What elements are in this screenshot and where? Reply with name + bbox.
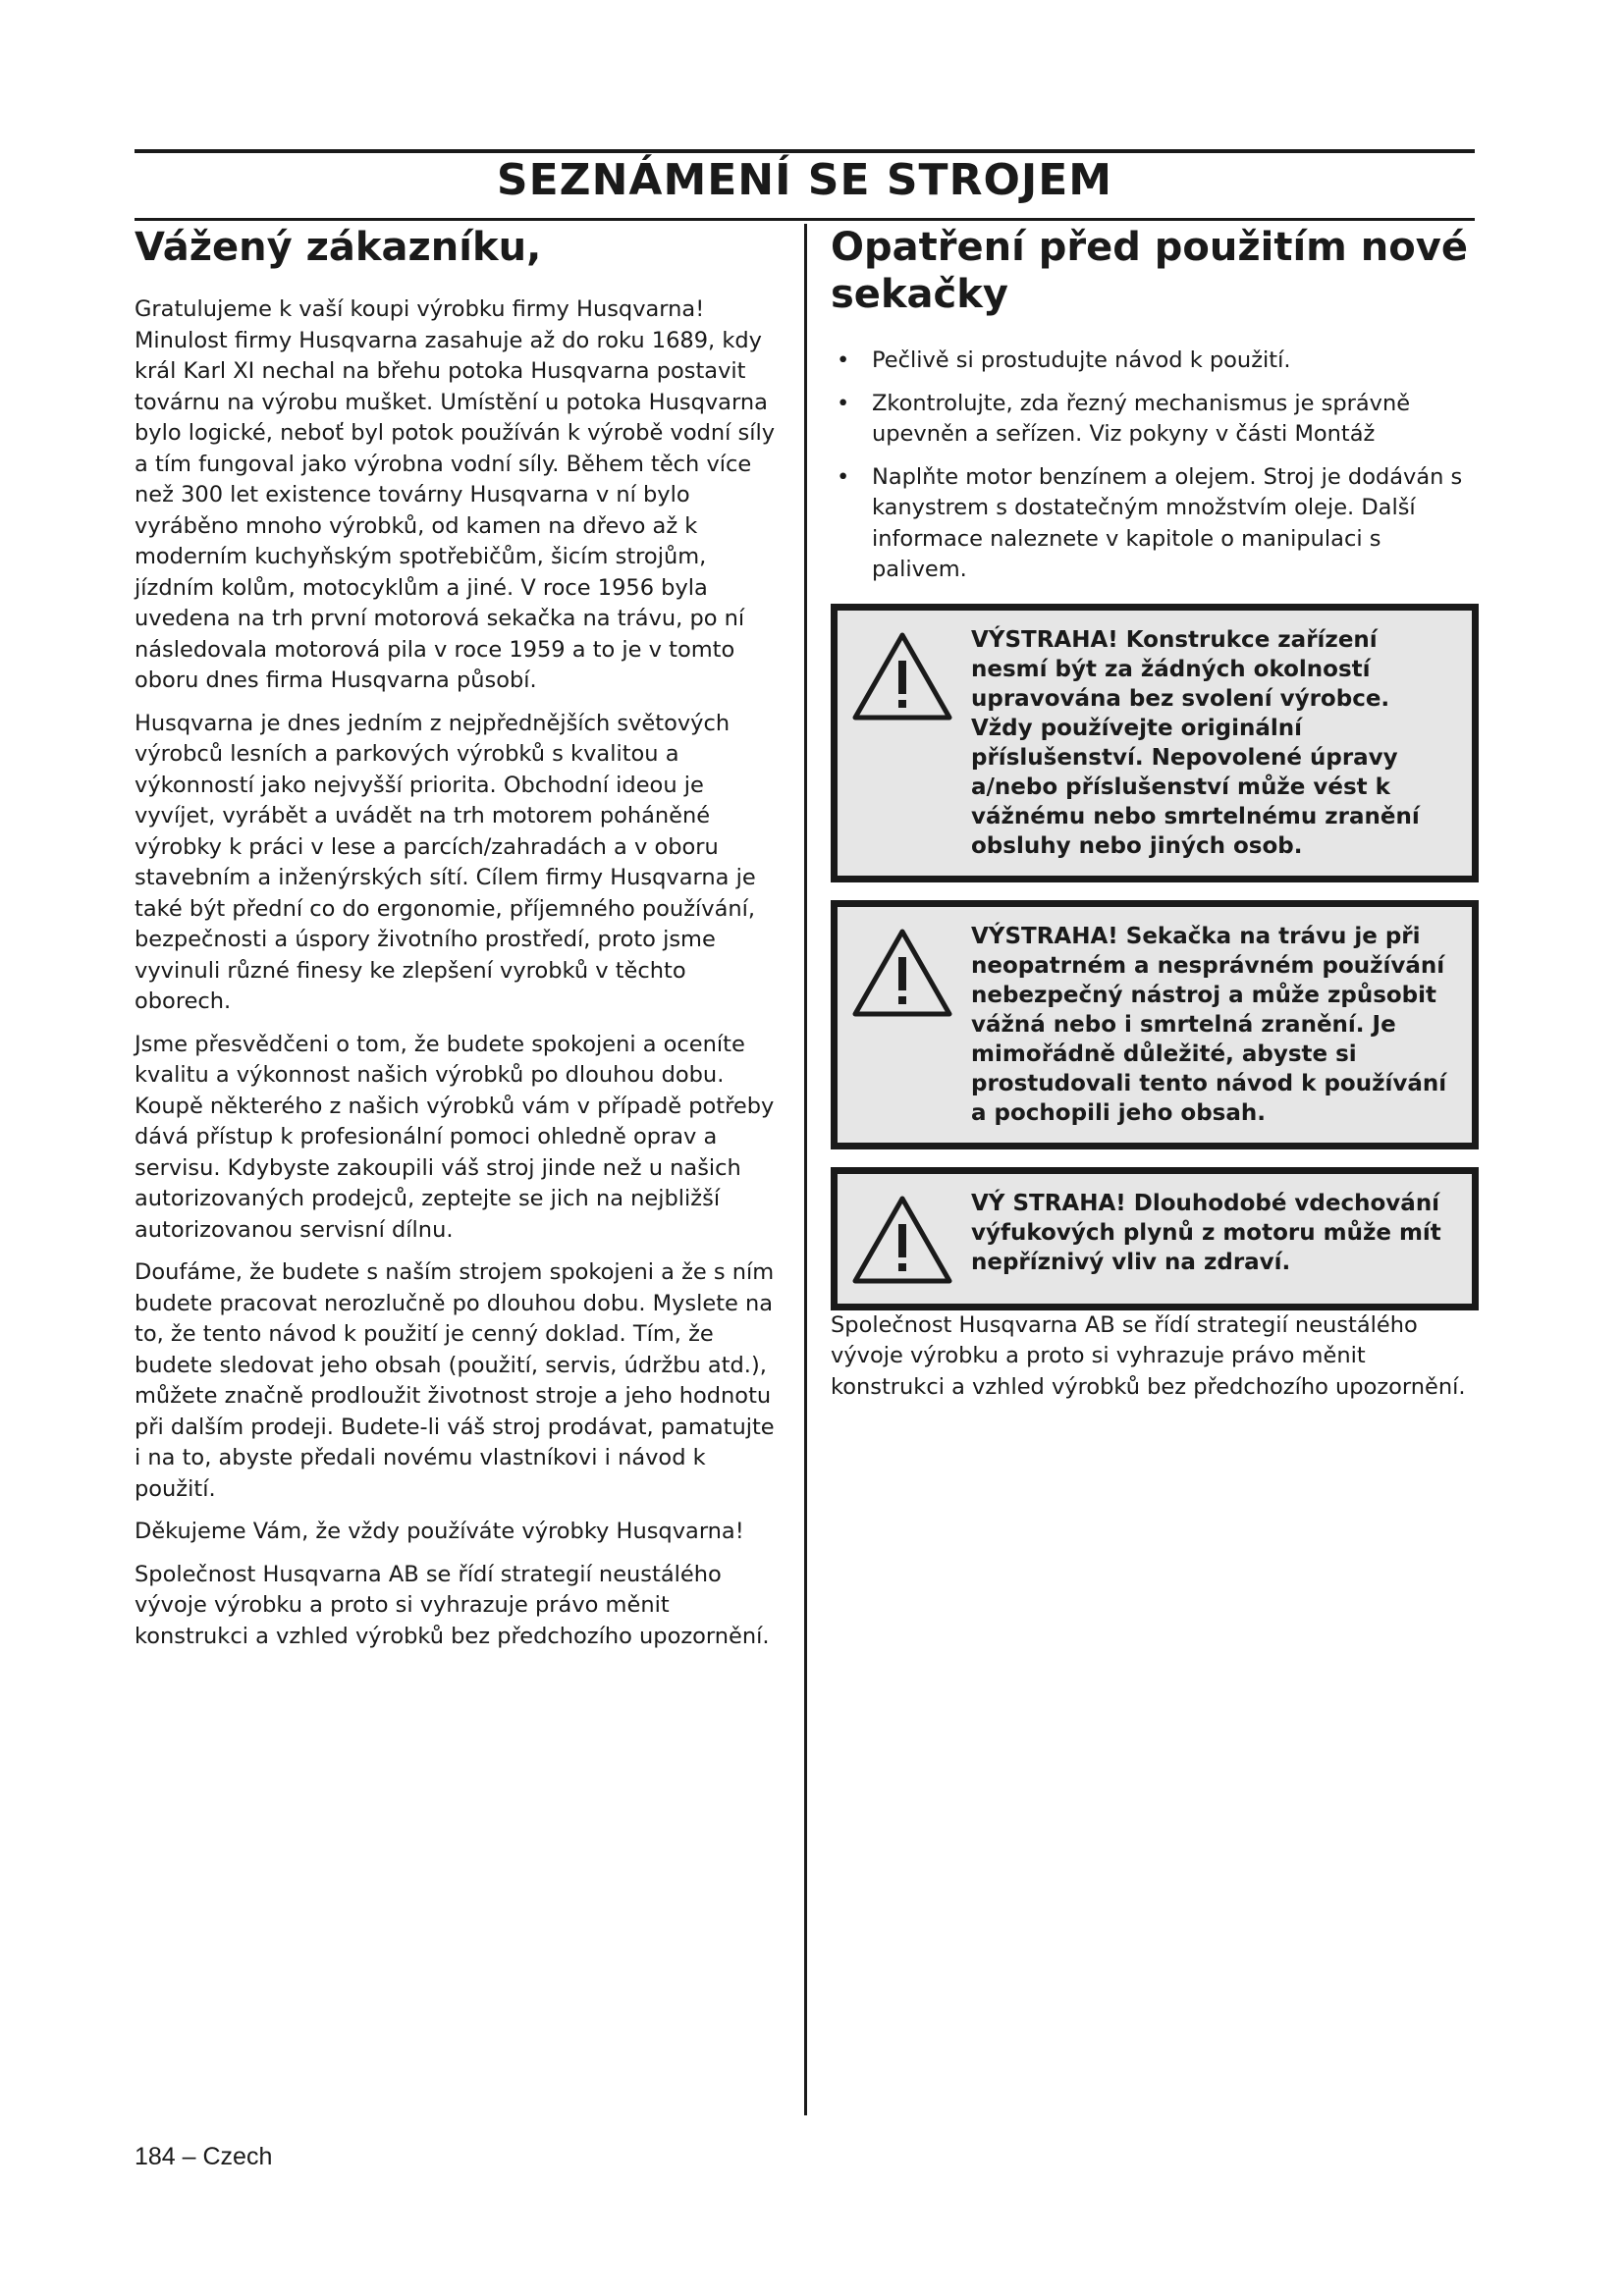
warning-triangle-icon [851,625,961,725]
intro-paragraph: Gratulujeme k vaší koupi výrobku firmy Husqvarna! Minulost firmy Husqvarna zasahuje až do roku 1689, kdy král Karl XI nechal na břehu potoka Husqvarna postavit továrnu na výrobu mušket. Umístění u potoka Husqvarna bylo logické, neboť byl potok používán k výrobě vodní síly a tím fungoval jako výrobna vodní síly. Během těch více než 300 let existence továrny Husqvarna v ní bylo vyráběno mnoho výrobků, od kamen na dřevo až k moderním kuchyňským spotřebičům, šicím strojům, jízdním kolům, motocyklům a jiné. V roce 1956 byla uvedena na trh první motorová sekačka na trávu, po ní následovala motorová pila v roce 1959 a to je v tomto oboru dnes firma Husqvarna působí. [135,296,776,693]
header-rule-bottom [135,218,1475,221]
policy-paragraph: Společnost Husqvarna AB se řídí strategií neustálého vývoje výrobku a proto si vyhrazuje právo měnit konstrukci a vzhled výrobků bez předchozího upozornění. [135,1561,770,1649]
header-rule-top [135,149,1475,153]
precautions-heading: Opatření před použitím nové sekačky [831,225,1468,317]
left-column [135,224,778,1664]
warning-text: VÝSTRAHA! Konstrukce zařízení nesmí být za žádných okolností upravována bez svolení výrobce. Vždy používejte originální příslušenství. Nepovolené úpravy a/nebo příslušenství může vést k vážnému nebo smrtelnému zranění obsluhy nebo jiných osob. [971,626,1420,859]
thanks-paragraph: Děkujeme Vám, že vždy používáte výrobky Husqvarna! [135,1519,744,1544]
warning-text: VÝ STRAHA! Dlouhodobé vdechování výfukových plynů z motoru může mít nepříznivý vliv na zdraví. [971,1190,1441,1275]
column-divider [804,224,807,2115]
manual-paragraph: Doufáme, že budete s naším strojem spokojeni a že s ním budete pracovat nerozlučně po dlouhou dobu. Myslete na to, že tento návod k použití je cenný doklad. Tím, že budete sledovat jeho obsah (použití, servis, údržbu atd.), můžete značně prodloužit životnost stroje a jeho hodnotu při dalším prodeji. Budete-li váš stroj prodávat, pamatujte i na to, abyste předali novému vlastníkovi i návod k použití. [135,1259,775,1502]
list-item: • Pečlivě si prostudujte návod k použití. [831,346,1479,377]
right-column [831,224,1479,1415]
precautions-list [831,346,1479,586]
list-item: • Zkontrolujte, zda řezný mechanismus je správně upevněn a seřízen. Viz pokyny v části Montáž [831,389,1479,451]
warning-box [831,900,1479,1149]
service-paragraph: Jsme přesvědčeni o tom, že budete spokojeni a oceníte kvalitu a výkonnost našich výrobků po dlouhou dobu. Koupě některého z našich výrobků vám v případě potřeby dává přístup k profesionální pomoci ohledně oprav a servisu. Kdybyste zakoupili váš stroj jinde než u našich autorizovaných prodejců, zeptejte se jich na nejbližší autorizovanou servisní dílnu. [135,1031,775,1243]
policy-note: Společnost Husqvarna AB se řídí strategií neustálého vývoje výrobku a proto si vyhrazuje právo měnit konstrukci a vzhled výrobků bez předchozího upozornění. [831,1311,1466,1400]
list-item: • Naplňte motor benzínem a olejem. Stroj je dodáván s kanystrem s dostatečným množstvím oleje. Další informace naleznete v kapitole o manipulaci s palivem. [831,462,1479,586]
warning-text: VÝSTRAHA! Sekačka na trávu je při neopatrném a nesprávném používání nebezpečný nástroj a může způsobit vážná nebo i smrtelná zranění. Je mimořádně důležité, abyste si prostudovali tento návod k používání a pochopili jeho obsah. [971,923,1447,1126]
page-title: SEZNÁMENÍ SE STROJEM [496,155,1113,205]
company-paragraph: Husqvarna je dnes jedním z nejpřednějších světových výrobců lesních a parkových výrobků s kvalitou a výkonností jako nejvyšší priorita. Obchodní ideou je vyvíjet, vyrábět a uvádět na trh motorem poháněné výrobky k práci v lese a parcích/zahradách a v oboru stavebním a inženýrských sítí. Cílem firmy Husqvarna je také být přední co do ergonomie, příjemného používání, bezpečnosti a úspory životního prostředí, proto jsme vyvinuli různé finesy ke zlepšení vyrobků v těchto oborech. [135,710,756,1014]
page-footer: 184 – Czech [135,2143,273,2170]
warning-box [831,604,1479,882]
warning-triangle-icon [851,1189,961,1289]
greeting-heading: Vážený zákazníku, [135,225,542,270]
warning-box [831,1167,1479,1310]
warning-triangle-icon [851,922,961,1022]
